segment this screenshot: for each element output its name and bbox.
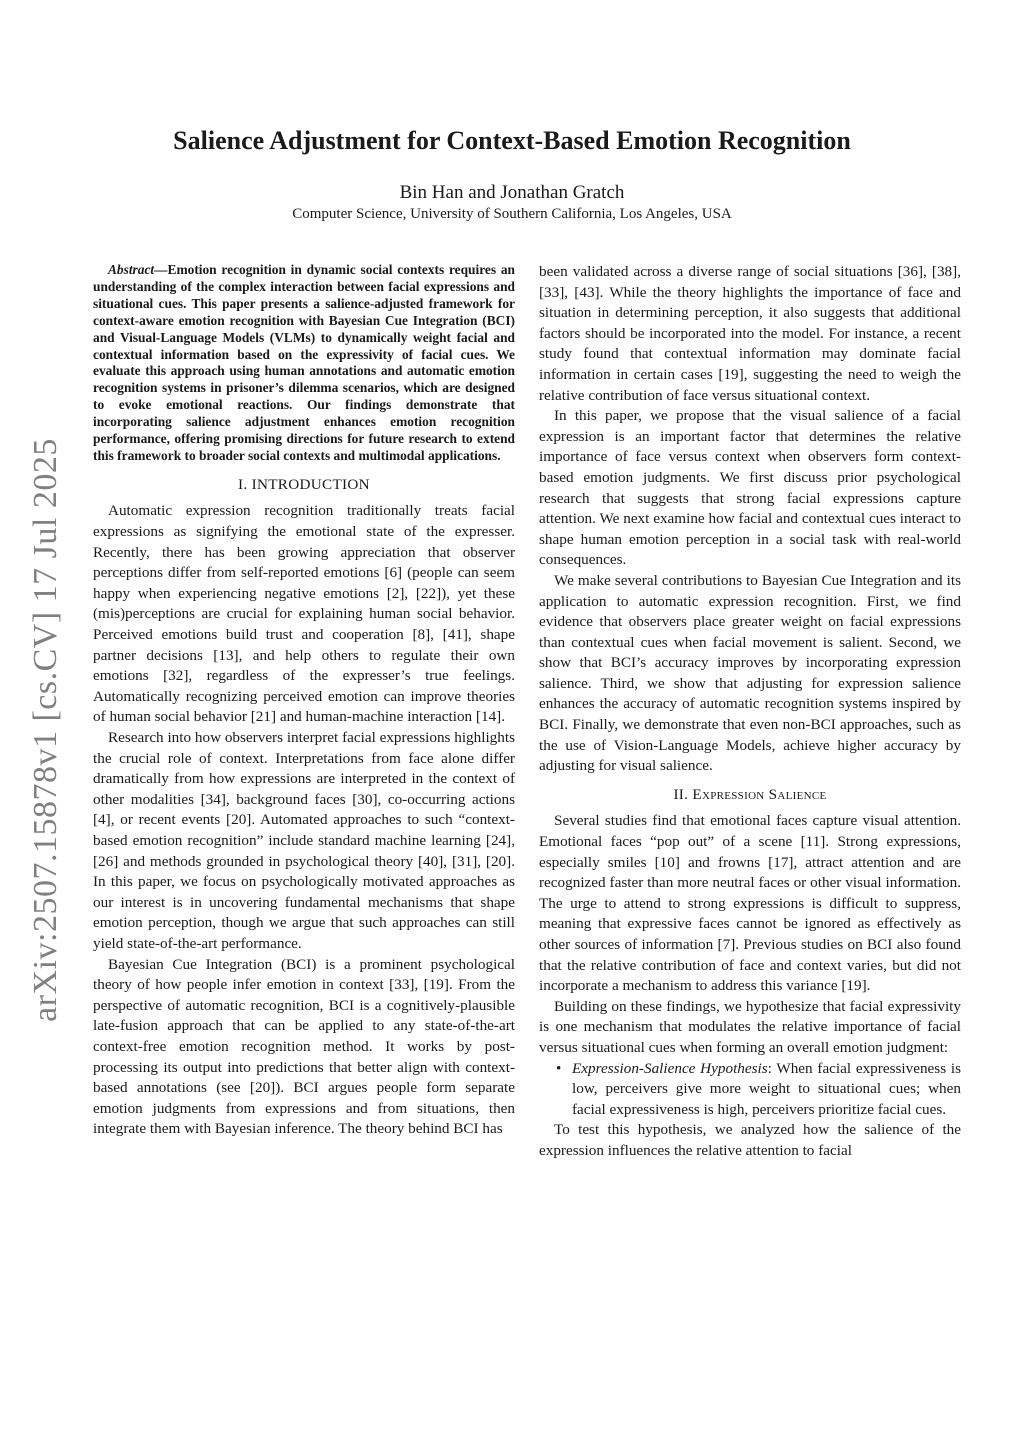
arxiv-identifier	[20, 430, 72, 1030]
section-heading-expression-salience	[539, 785, 961, 806]
hypothesis-item	[539, 1059, 961, 1121]
intro-paragraph-3: Bayesian Cue Integration (BCI) is a prominent psychological theory of how people infer emotion in context [33], [19]. From the perspective of automatic recognition, BCI is a cognitively-plausible late-fusion approach that can be applied to any state-of-the-art context-free emotion recognition method. It works by post-processing its output into predictions that better align with context-based annotations (see [20]). BCI argues people form separate emotion judgments from expressions and from situations, then integrate them with Bayesian inference. The theory behind BCI has	[93, 955, 515, 1138]
bullet-icon: •	[556, 1059, 562, 1077]
abstract-label: Abstract—	[108, 262, 168, 277]
salience-paragraph-2: Building on these findings, we hypothesize that facial expressivity is one mechanism that modulates the relative importance of facial versus situational cues when forming an overall emotion judgment:	[539, 997, 961, 1056]
intro-paragraph-5: We make several contributions to Bayesian Cue Integration and its application to automatic expression recognition. First, we find evidence that observers place greater weight on facial expressions than contextual cues when facial movement is salient. Second, we show that BCI’s accuracy improves by incorporating expression salience. Third, we show that adjusting for expression salience enhances the accuracy of automatic recognition systems inspired by BCI. Finally, we demonstrate that even non-BCI approaches, such as the use of Vision-Language Models, achieve higher accuracy by adjusting for visual salience.	[539, 571, 961, 775]
abstract-text: Emotion recognition in dynamic social contexts requires an understanding of the complex interaction between facial expressions and situational cues. This paper presents a salience-adjusted framework for context-aware emotion recognition with Bayesian Cue Integration (BCI) and Visual-Language Models (VLMs) to dynamically weight facial and contextual information based on the expressivity of facial cues. We evaluate this approach using human annotations and automatic emotion recognition systems in prisoner’s dilemma scenarios, which are designed to evoke emotional reactions. Our findings demonstrate that incorporating salience adjustment enhances emotion recognition performance, offering promising directions for future research to extend this framework to broader social contexts and multimodal applications.	[93, 262, 515, 463]
section-title: Expression Salience	[692, 785, 827, 803]
paper-title: Salience Adjustment for Context-Based Emotion Recognition	[173, 126, 851, 155]
salience-paragraph-1: Several studies find that emotional faces capture visual attention. Emotional faces “pop out” of a scene [11]. Strong expressions, especially smiles [10] and frowns [17], attract attention and are recognized faster than more neutral faces or other visual information. The urge to attend to strong expressions is difficult to suppress, meaning that expressive faces cannot be ignored as effectively as other sources of information [7]. Previous studies on BCI also found that the relative contribution of face and context varies, but did not incorporate a mechanism to address this variance [19].	[539, 812, 961, 995]
intro-paragraph-2: Research into how observers interpret facial expressions highlights the crucial role of context. Interpretations from face alone differ dramatically from how expressions are interpreted in the context of other modalities [34], background faces [30], co-occurring actions [4], or recent events [20]. Automated approaches to such “context-based emotion recognition” include standard machine learning [24], [26] and methods grounded in psychological theory [40], [31], [20]. In this paper, we focus on psychologically motivated approaches as our interest is in uncovering fundamental mechanisms that shape emotion perception, though we argue that such approaches can still yield state-of-the-art performance.	[93, 729, 515, 952]
right-column	[539, 262, 961, 1162]
intro-paragraph-4: In this paper, we propose that the visual salience of a facial expression is an important factor that determines the relative importance of face versus context when observers form context-based emotion judgments. We first discuss prior psychological research that suggests that strong facial expressions capture attention. We next examine how facial and contextual cues interact to shape human emotion perception in a social task with real-world consequences.	[539, 407, 961, 569]
salience-paragraph-3: To test this hypothesis, we analyzed how the salience of the expression influences the relative attention to facial	[539, 1121, 961, 1159]
abstract	[93, 262, 515, 465]
hypothesis-text: : When facial expressiveness is low, perceivers give more weight to situational cues; when facial expressiveness is high, perceivers prioritize facial cues.	[572, 1059, 961, 1118]
arxiv-identifier-text: arXiv:2507.15878v1 [cs.CV] 17 Jul 2025	[27, 438, 64, 1022]
section-number: II.	[673, 785, 689, 803]
hypothesis-list	[539, 1059, 961, 1121]
paper-authors: Bin Han and Jonathan Gratch	[399, 182, 625, 203]
intro-paragraph-1: Automatic expression recognition traditionally treats facial expressions as signifying the emotional state of the expresser. Recently, there has been growing appreciation that observer perceptions differ from self-reported emotions [6] (people can seem happy when experiencing negative emotions [2], [22]), yet these (mis)perceptions are crucial for explaining human social behavior. Perceived emotions build trust and cooperation [8], [41], shape partner decisions [13], and help others to regulate their own emotions [32], regardless of the expresser’s true feelings. Automatically recognizing perceived emotion can improve theories of human social behavior [21] and human-machine interaction [14].	[93, 502, 515, 726]
section-heading-introduction: I. INTRODUCTION	[238, 475, 370, 493]
paper-affiliation: Computer Science, University of Southern California, Los Angeles, USA	[292, 206, 732, 222]
intro-paragraph-3-continued: been validated across a diverse range of social situations [36], [38], [33], [43]. While the theory highlights the importance of face and situation in determining perception, it also suggests that additional factors should be incorporated into the model. For instance, a recent study found that contextual information may dominate facial information in certain cases [19], suggesting the need to weigh the relative contribution of face versus situational context.	[539, 263, 961, 404]
left-column	[93, 262, 515, 1140]
hypothesis-term: Expression-Salience Hypothesis	[572, 1059, 768, 1077]
